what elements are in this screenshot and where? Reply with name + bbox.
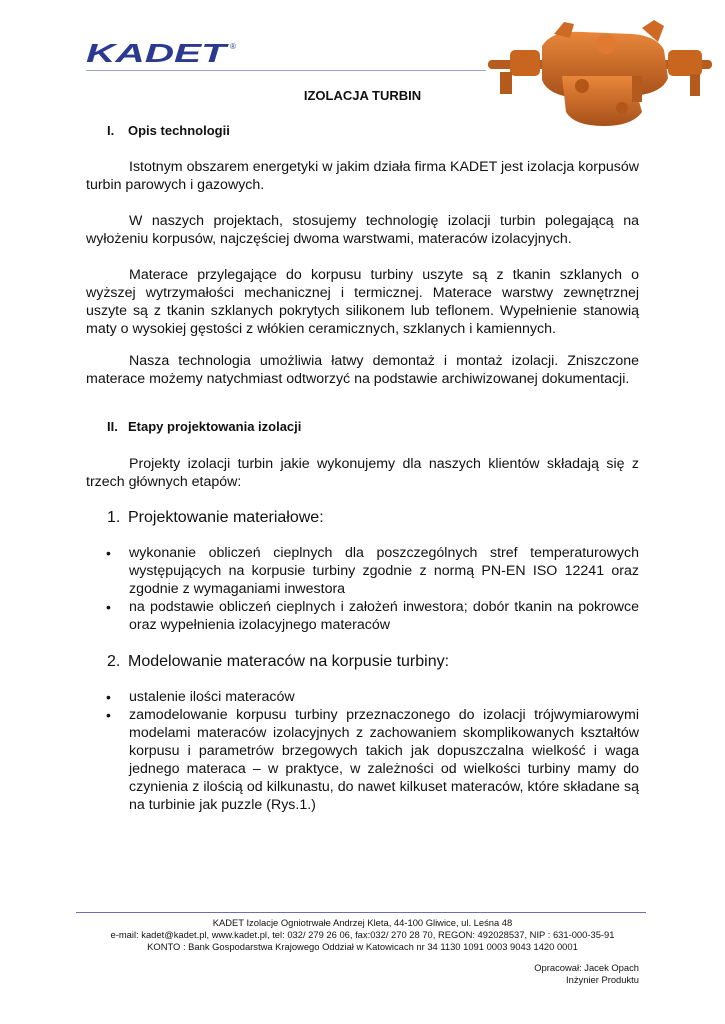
header-rule [86, 70, 486, 71]
logo-text: KADET [86, 40, 230, 68]
step-label: Modelowanie materaców na korpusie turbiny: [128, 653, 450, 670]
step-label: Projektowanie materiałowe: [128, 509, 324, 526]
section-1-number: I. [107, 123, 115, 138]
bullet-item [106, 544, 639, 598]
signature-role: Inżynier Produktu [566, 974, 639, 985]
bullet-text: wykonanie obliczeń cieplnych dla poszczególnych stref temperaturowych występujących na korpusie turbiny zgodnie z normą PN-EN ISO 12241 oraz zgodnie z wymaganiami inwestora [129, 545, 639, 597]
bullet-item [106, 598, 639, 634]
bullet-icon: • [106, 545, 111, 561]
bullet-icon: • [106, 599, 111, 615]
bullet-text: na podstawie obliczeń cieplnych i założeń inwestora; dobór tkanin na pokrowce oraz wypełnienia izolacyjnego materaców [129, 599, 639, 633]
section-2-number: II. [107, 419, 118, 434]
bullet-icon: • [106, 689, 111, 705]
registered-mark: ® [230, 42, 236, 51]
footer-rule [76, 912, 646, 913]
bullet-text: ustalenie ilości materaców [129, 689, 295, 705]
paragraph: Projekty izolacji turbin jakie wykonujemy dla naszych klientów składają się z trzech głównych etapów: [86, 456, 639, 490]
paragraph: Istotnym obszarem energetyki w jakim działa firma KADET jest izolacja korpusów turbin parowych i gazowych. [86, 159, 639, 193]
bullet-icon: • [106, 707, 111, 723]
turbine-illustration-icon [482, 16, 718, 132]
footer-address: KADET Izolacje Ogniotrwałe Andrzej Kleta, 44-100 Gliwice, ul. Leśna 48 [212, 917, 513, 928]
step-number: 1. [107, 509, 121, 526]
bullet-text: zamodelowanie korpusu turbiny przeznaczonego do izolacji trójwymiarowymi modelami materaców izolacyjnych z zachowaniem skomplikowanych kształtów korpusu i parametrów brzegowych takich jak dopuszczalna wielkość i waga jednego materaca – w praktyce, w zależności od wielkości turbiny mamy do czynienia z ilością od kilkunastu, do nawet kilkuset materaców, które składane są na turbinie jak puzzle (Rys.1.) [129, 707, 639, 813]
paragraph: Materace przylegające do korpusu turbiny uszyte są z tkanin szklanych o wyższej wytrzymałości mechanicznej i termicznej. Materace warstwy zewnętrznej uszyte są z tkanin szklanych pokrytych silikonem lub teflonem. Wypełnienie stanowią maty o wysokiej gęstości z włókien ceramicznych, szklanych i kamiennych. [86, 267, 639, 337]
paragraph: Nasza technologia umożliwia łatwy demontaż i montaż izolacji. Zniszczone materace możemy natychmiast odtworzyć na podstawie archiwizowanej dokumentacji. [86, 353, 639, 387]
signature-author: Opracował: Jacek Opach [534, 962, 639, 973]
bullet-item [106, 706, 639, 814]
kadet-logo [86, 40, 246, 68]
document-title: IZOLACJA TURBIN [303, 88, 422, 103]
section-1-title: Opis technologii [128, 123, 230, 138]
bullet-item [106, 688, 639, 706]
section-2-title: Etapy projektowania izolacji [128, 419, 302, 434]
step-number: 2. [107, 653, 121, 670]
footer-contact: e-mail: kadet@kadet.pl, www.kadet.pl, tel: 032/ 279 26 06, fax:032/ 270 28 70, REGON: 492028537, NIP : 631-000-35-91 [110, 929, 615, 940]
paragraph: W naszych projektach, stosujemy technologię izolacji turbin polegającą na wyłożeniu korpusów, najczęściej dwoma warstwami, materaców izolacyjnych. [86, 213, 639, 247]
footer-bank: KONTO : Bank Gospodarstwa Krajowego Oddział w Katowicach nr 34 1130 1091 0003 9043 1420 0001 [147, 941, 578, 952]
